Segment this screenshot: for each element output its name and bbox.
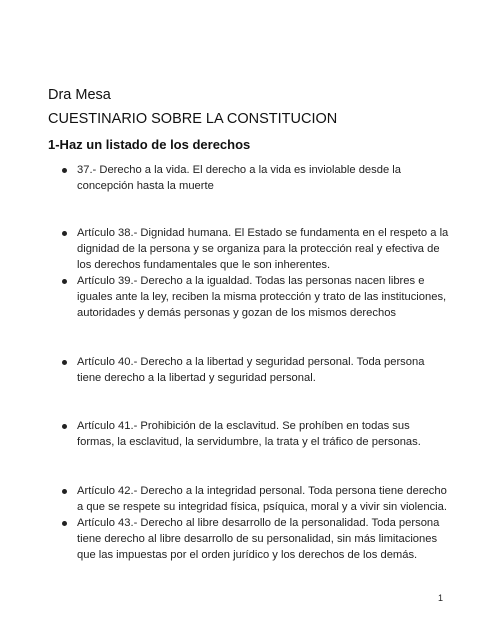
document-title: CUESTINARIO SOBRE LA CONSTITUCION [48,111,338,127]
list-item-text: Artículo 42.- Derecho a la integridad personal. Toda persona tiene derecho a que se respete su integridad física, psíquica, moral y a vivir sin violencia. [77,485,447,513]
list-item-text: Artículo 40.- Derecho a la libertad y seguridad personal. Toda persona tiene derecho a la libertad y seguridad personal. [77,356,425,384]
list-item-text: Artículo 43.- Derecho al libre desarrollo de la personalidad. Toda persona tiene derecho al libre desarrollo de su personalidad, sin más limitaciones que las impuestas por el orden jurídico y los derechos de los demás. [77,517,440,561]
bullet-icon [62,424,67,429]
list-item-text: Artículo 41.- Prohibición de la esclavitud. Se prohíben en todas sus formas, la esclavitud, la servidumbre, la trata y el tráfico de personas. [77,420,421,448]
list-item-text: Artículo 39.- Derecho a la igualdad. Todas las personas nacen libres e iguales ante la ley, reciben la misma protección y trato de las instituciones, autoridades y demás personas y gozan de los mismos derechos [77,275,447,319]
question-heading: 1-Haz un listado de los derechos [48,137,251,152]
bullet-icon [62,489,67,494]
bullet-icon [62,521,67,526]
bullet-icon [62,279,67,284]
author-name: Dra Mesa [48,87,111,103]
list-item-text: 37.- Derecho a la vida. El derecho a la vida es inviolable desde la concepción hasta la muerte [77,164,402,192]
bullet-icon [62,231,67,236]
page-number: 1 [438,593,444,603]
bullet-icon [62,168,67,173]
list-item-text: Artículo 38.- Dignidad humana. El Estado se fundamenta en el respeto a la dignidad de la persona y se organiza para la protección real y efectiva de los derechos fundamentales que le son inherentes. [77,227,449,271]
bullet-icon [62,360,67,365]
